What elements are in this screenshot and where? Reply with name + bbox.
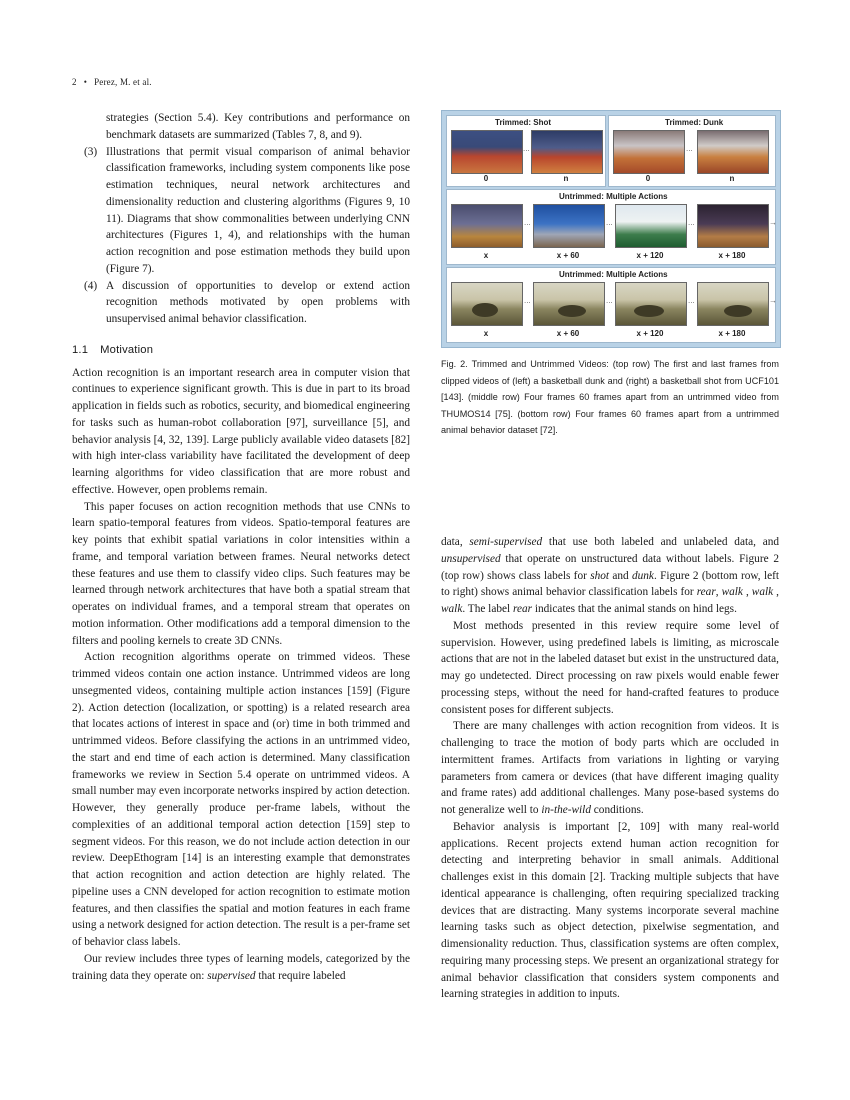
emphasis: walk <box>721 586 743 599</box>
text-run: . The label <box>462 603 513 615</box>
page-number: 2 <box>72 77 77 87</box>
contribution-number: (3) <box>84 145 98 158</box>
contribution-text: Illustrations that permit visual comparison of animal behavior classification frameworks, including system components like pose estimation techniques, neural network architectures and dimensionality reduction and clustering algorithms (Figures 9, 10 11). Diagrams that show commonalities between underlying CNN architectures (Figures 1, 4), and relationships with the human action recognition and pose estimation methods they build upon (Figure 7). <box>106 145 410 275</box>
caption-text: Trimmed and Untrimmed Videos: (top row) The first and last frames from clipped videos of (left) a basketball dunk and (right) a basketball shot from UCF101 [143]. (middle row) Four frames 60 frames apart from an untrimmed video from THUMOS14 [75]. (bottom row) Four frames 60 frames apart from a untrimmed animal behavior dataset [72]. <box>441 359 779 435</box>
panel-trimmed-dunk <box>608 115 776 187</box>
frame-label: x <box>483 329 489 338</box>
emphasis: supervised <box>207 969 256 982</box>
paragraph: This paper focuses on action recognition methods that use CNNs to learn spatio-temporal features from videos. Spatio-temporal features are key points that exhibit spatial variations in color intensities within a frame, and temporal variation between frames. Neural networks detect these features and use them to classify video clips. Such features may be learned through network architectures that have both a spatial stream that operates on individual frames, and a temporal stream that operates on motion information. Other modifications add a temporal dimension to the filters and pooling kernels to create 3D CNNs. <box>72 500 410 647</box>
video-frame <box>615 204 687 248</box>
video-frame <box>533 204 605 248</box>
ellipsis: ... <box>606 218 613 227</box>
text-run: , <box>742 586 752 599</box>
text-run: Our review includes three types of learning models, categorized by the training data they operate on: <box>72 952 410 982</box>
contribution-number: (4) <box>84 279 98 292</box>
caption-label: Fig. 2. <box>441 359 468 369</box>
paragraph: Action recognition is an important research area in computer vision that continues to experience significant growth. This is due in part to its broad application in fields such as robotics, security, and biomedical engineering for tasks such as human-robot collaboration [97], surveillance [5], and behavior analysis [4, 32, 139]. Large publicly available video datasets [82] with high inter-class variability have facilitated the development of deep learning algorithms for video classification that are more robust and effective. However, open problems remain. <box>72 366 410 496</box>
ellipsis: ... <box>688 218 695 227</box>
frame-label: x + 120 <box>636 329 664 338</box>
emphasis: walk <box>751 586 774 599</box>
emphasis: in-the-wild <box>541 804 591 816</box>
paragraph: Behavior analysis is important [2, 109] with many real-world applications. Recent projects extend human action recognition for detecting and interpreting behavior in small animals. Additional challenges exist in this domain [2]. Tracking multiple subjects that have identical appearance is challenging, often requiring specialized tracking devices that are distracting. Many systems incorporate several machine learning tasks such as object detection, pixelwise segmentation, and dimensionality reduction. Thus, classification systems are often complex, requiring many processing steps. We present an organizational strategy for animal behavior classification that considers system components and learning strategies in addition to inputs. <box>441 820 779 1001</box>
ellipsis: ... <box>686 144 693 153</box>
frame-label: x + 60 <box>556 251 580 260</box>
intro-continuation: strategies (Section 5.4). Key contributions and performance on benchmark datasets are summarized (Tables 7, 8, and 9). <box>106 112 410 141</box>
frame-label: x + 60 <box>556 329 580 338</box>
paragraph <box>441 718 779 819</box>
section-number: 1.1 <box>72 343 89 356</box>
video-frame <box>451 282 523 326</box>
panel-trimmed-shot <box>446 115 606 187</box>
emphasis: unsupervised <box>441 552 501 565</box>
video-frame <box>697 204 769 248</box>
video-frame <box>697 130 769 174</box>
video-frame <box>615 282 687 326</box>
ellipsis: ... <box>688 296 695 305</box>
panel-title: Untrimmed: Multiple Actions <box>559 192 668 201</box>
paragraph: Most methods presented in this review require some level of supervision. However, using predefined labels is limiting, as microscale actions that are not in the labeled dataset but exist in the unstructured data, may go undetected. Direct processing on raw pixels would enable fewer processing steps, without the need for hand-crafted features to produce consistent poses for different subjects. <box>441 619 779 716</box>
running-header <box>72 77 152 87</box>
emphasis: rear <box>512 603 533 615</box>
emphasis: dunk <box>631 569 654 582</box>
text-run: data, <box>441 536 470 548</box>
section-title: Motivation <box>100 343 154 356</box>
frame-label: 0 <box>483 174 489 183</box>
frame-label: 0 <box>645 174 651 183</box>
arrow-icon: → <box>769 218 777 227</box>
panel-untrimmed-animal <box>446 267 776 343</box>
text-run: indicates that the animal stands on hind legs. <box>532 603 737 615</box>
frame-label: n <box>563 174 569 183</box>
panel-title: Trimmed: Shot <box>495 118 552 127</box>
text-run: There are many challenges with action recognition from videos. It is challenging to trace the motion of body parts which are occluded in intermittent frames. Artifacts from variations in lighting or varying parameters from camera or devices (that have different imaging quality and frame rates) add additional challenges. Many pose-based systems do not generalize well to <box>441 720 779 816</box>
emphasis: rear <box>696 586 716 599</box>
paragraph <box>441 534 779 618</box>
text-run: , <box>773 586 779 599</box>
header-authors: Perez, M. et al. <box>94 77 152 87</box>
video-frame <box>697 282 769 326</box>
emphasis: walk <box>441 603 463 615</box>
video-frame <box>531 130 603 174</box>
panel-untrimmed-human <box>446 189 776 265</box>
text-run: conditions. <box>590 804 644 816</box>
contribution-item <box>72 278 410 328</box>
text-run: that require labeled <box>255 969 346 982</box>
frame-label: x <box>483 251 489 260</box>
text-run: that operate on unstructured data without labels. Figure 2 (top row) shows class labels for <box>441 552 779 582</box>
left-column <box>72 110 410 984</box>
emphasis: shot <box>590 569 610 582</box>
contribution-item <box>72 144 410 278</box>
frame-label: x + 120 <box>636 251 664 260</box>
frame-label: n <box>729 174 735 183</box>
paragraph <box>72 951 410 985</box>
text-run: that use both labeled and unlabeled data, and <box>542 536 780 548</box>
video-frame <box>451 204 523 248</box>
emphasis: semi-supervised <box>469 536 543 548</box>
ellipsis: ... <box>524 218 531 227</box>
figure-caption <box>441 356 779 439</box>
ellipsis: ... <box>606 296 613 305</box>
section-heading <box>72 342 410 359</box>
video-frame <box>533 282 605 326</box>
panel-title: Untrimmed: Multiple Actions <box>559 270 668 279</box>
contribution-list <box>72 144 410 328</box>
text-run: . Figure 2 (bottom row, left to right) shows animal behavior classification labels for <box>441 569 780 599</box>
frame-label: x + 180 <box>718 251 746 260</box>
header-bullet: • <box>83 77 88 87</box>
figure-2 <box>441 110 781 348</box>
frame-label: x + 180 <box>718 329 746 338</box>
ellipsis: ... <box>524 296 531 305</box>
text-run: , <box>715 586 722 599</box>
text-run: and <box>609 569 632 582</box>
video-frame <box>451 130 523 174</box>
arrow-icon: → <box>769 296 777 305</box>
video-frame <box>613 130 685 174</box>
contribution-text: A discussion of opportunities to develop or extend action recognition methods motivated by open problems with unsupervised animal behavior classification. <box>106 279 410 325</box>
ellipsis: ... <box>523 144 530 153</box>
right-column <box>441 534 779 1003</box>
panel-title: Trimmed: Dunk <box>665 118 724 127</box>
paragraph: Action recognition algorithms operate on trimmed videos. These trimmed videos contain one action instance. Untrimmed videos are long unsegmented videos, containing multiple action instances [159] (Figure 2). Action detection (localization, or spotting) is a related research area that locates actions of interest in space and (or) time in both trimmed and untrimmed videos. Before classifying the actions in an untrimmed video, the start and end time of each action is determined. Many classification frameworks we review in Section 5.4 operate on untrimmed videos. A small number may even incorporate networks inspired by action detection. However, they generally produce per-frame labels, without the complexities of an additional temporal action detection [159] step to segment videos. For this reason, we do not include action detection in our review. DeepEthogram [14] is an interesting example that demonstrates that action recognition and action detection are highly related. The pipeline uses a CNN developed for action recognition to estimate motion features, and then classifies the spatial and motion features in each frame using a network designed for action detection. The result is a per-frame set of behavior class labels. <box>72 651 410 948</box>
